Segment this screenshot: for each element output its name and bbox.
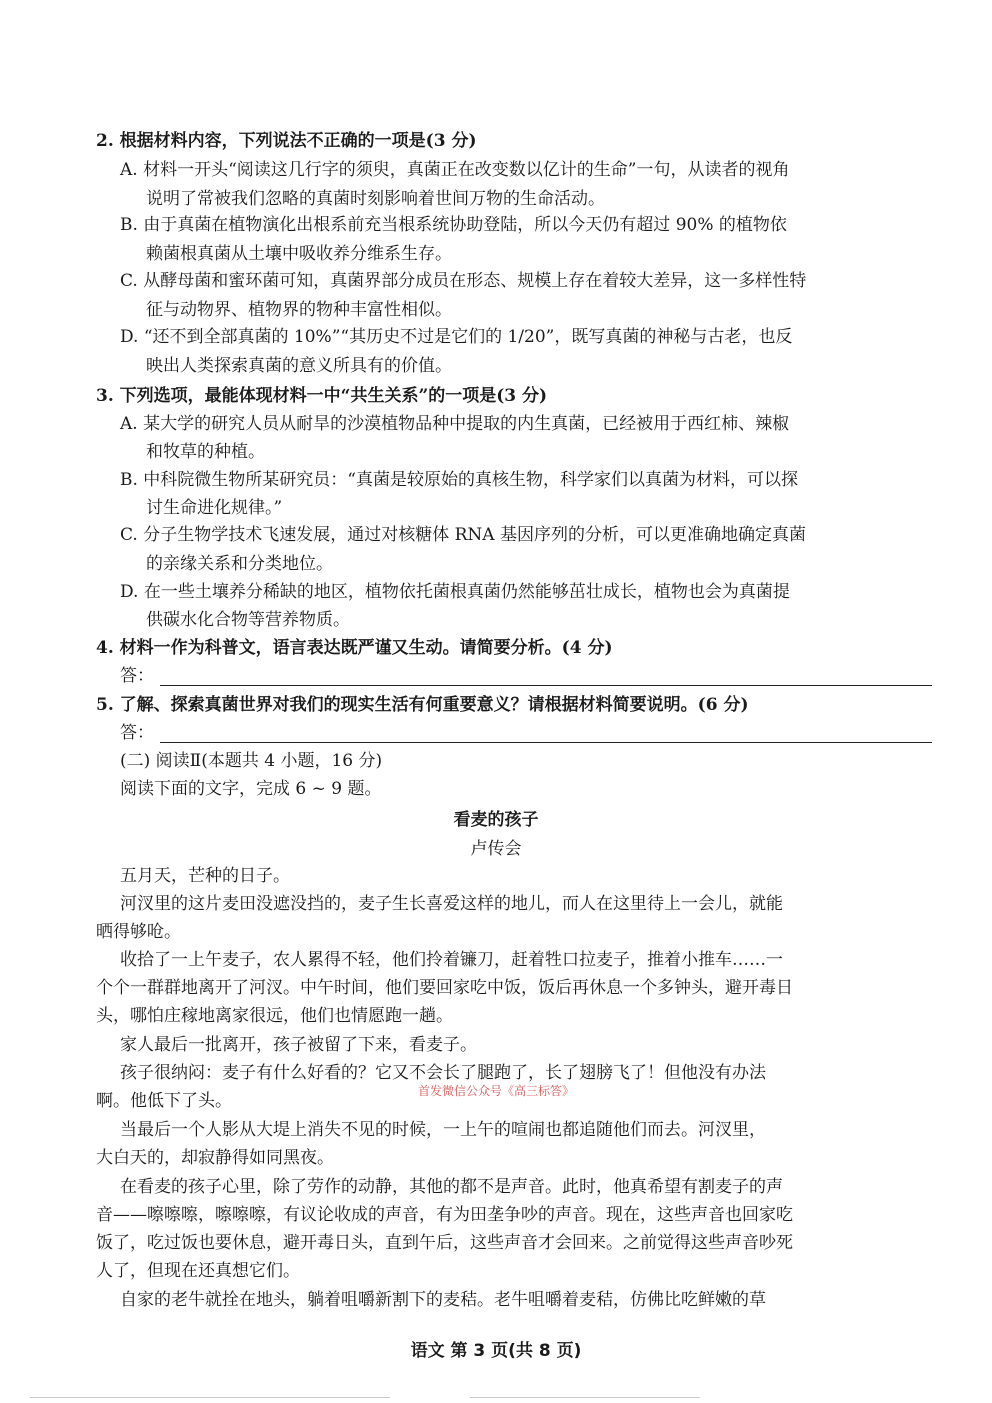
question-2-option-a: A. 材料一开头“阅读这几行字的须臾，真菌正在改变数以亿计的生命”一句，从读者的视角 — [120, 160, 790, 180]
article-paragraph-cont: 个个一群群地离开了河汊。中午时间，他们要回家吃中饭，饭后再休息一个多钟头，避开毒日 — [96, 978, 793, 998]
article-paragraph: 家人最后一批离开，孩子被留了下来，看麦子。 — [120, 1035, 477, 1055]
question-2-option-c-cont: 征与动物界、植物界的物种丰富性相似。 — [146, 300, 452, 320]
article-paragraph-cont: 晒得够呛。 — [96, 922, 181, 942]
question-2-option-d: D. “还不到全部真菌的 10%”“其历史不过是它们的 1/20”，既写真菌的神秘与古老，也反 — [120, 327, 793, 347]
article-paragraph: 当最后一个人影从大堤上消失不见的时候，一上午的喧闹也都追随他们而去。河汊里， — [120, 1120, 766, 1140]
article-paragraph-cont: 大白天的，却寂静得如同黑夜。 — [96, 1148, 334, 1168]
question-2-stem: 2. 根据材料内容，下列说法不正确的一项是(3 分) — [96, 131, 477, 151]
question-2-option-b: B. 由于真菌在植物演化出根系前充当根系统协助登陆，所以今天仍有超过 90% 的植物依 — [120, 215, 787, 235]
question-3-option-d: D. 在一些土壤养分稀缺的地区，植物依托菌根真菌仍然能够茁壮成长，植物也会为真菌提 — [120, 582, 790, 602]
article-paragraph-cont: 音——嚓嚓嚓，嚓嚓嚓，有议论收成的声音，有为田垄争吵的声音。现在，这些声音也回家吃 — [96, 1205, 793, 1225]
section-instruction: 阅读下面的文字，完成 6 ~ 9 题。 — [120, 779, 382, 799]
article-title: 看麦的孩子 — [453, 810, 539, 830]
article-paragraph: 河汊里的这片麦田没遮没挡的，麦子生长喜爱这样的地儿，而人在这里待上一会儿，就能 — [120, 894, 783, 914]
question-3-option-c-cont: 的亲缘关系和分类地位。 — [146, 554, 333, 574]
footer-divider-right — [470, 1397, 700, 1398]
watermark-text: 首发微信公众号《高三标答》 — [417, 1084, 574, 1098]
question-2-option-b-cont: 赖菌根真菌从土壤中吸收养分维系生存。 — [146, 244, 452, 264]
article-paragraph-cont: 饭了，吃过饭也要休息，避开毒日头，直到午后，这些声音才会回来。之前觉得这些声音吵死 — [96, 1233, 793, 1253]
page-footer: 语文 第 3 页(共 8 页) — [410, 1341, 582, 1361]
question-2-option-a-cont: 说明了常被我们忽略的真菌时刻影响着世间万物的生命活动。 — [146, 189, 605, 209]
question-2-option-d-cont: 映出人类探索真菌的意义所具有的价值。 — [146, 356, 452, 376]
question-3-option-c: C. 分子生物学技术飞速发展，通过对核糖体 RNA 基因序列的分析，可以更准确地确定真菌 — [120, 525, 806, 545]
question-3-option-d-cont: 供碳水化合物等营养物质。 — [146, 610, 350, 630]
article-paragraph: 在看麦的孩子心里，除了劳作的动静，其他的都不是声音。此时，他真希望有割麦子的声 — [120, 1177, 783, 1197]
article-paragraph-cont: 人了，但现在还真想它们。 — [96, 1261, 300, 1281]
question-4-answer-label: 答： — [120, 666, 154, 686]
article-paragraph: 孩子很纳闷：麦子有什么好看的？它又不会长了腿跑了，长了翅膀飞了！但他没有办法 — [120, 1063, 766, 1083]
question-4-stem: 4. 材料一作为科普文，语言表达既严谨又生动。请简要分析。(4 分) — [96, 638, 613, 658]
section-heading: (二) 阅读Ⅱ(本题共 4 小题，16 分) — [120, 751, 383, 771]
question-3-option-a-cont: 和牧草的种植。 — [146, 442, 265, 462]
footer-divider-left — [30, 1397, 390, 1398]
article-paragraph: 收拾了一上午麦子，农人累得不轻，他们拎着镰刀，赶着牲口拉麦子，推着小推车……一 — [120, 950, 783, 970]
question-3-option-b-cont: 讨生命进化规律。” — [146, 498, 283, 518]
question-3-option-b: B. 中科院微生物所某研究员：“真菌是较原始的真核生物，科学家们以真菌为材料，可以探 — [120, 470, 798, 490]
article-paragraph: 五月天，芒种的日子。 — [120, 866, 290, 886]
question-5-stem: 5. 了解、探索真菌世界对我们的现实生活有何重要意义？请根据材料简要说明。(6 分) — [96, 695, 749, 715]
article-paragraph-cont: 头，哪怕庄稼地离家很远，他们也情愿跑一趟。 — [96, 1006, 453, 1026]
article-author: 卢传会 — [470, 839, 522, 859]
question-4-answer-line[interactable] — [160, 685, 932, 686]
article-paragraph: 自家的老牛就拴在地头，躺着咀嚼新割下的麦秸。老牛咀嚼着麦秸，仿佛比吃鲜嫩的草 — [120, 1290, 766, 1310]
question-3-option-a: A. 某大学的研究人员从耐旱的沙漠植物品种中提取的内生真菌，已经被用于西红柿、辣椒 — [120, 414, 790, 434]
question-5-answer-line[interactable] — [160, 742, 932, 743]
question-5-answer-label: 答： — [120, 723, 154, 743]
article-paragraph-cont: 啊。他低下了头。 — [96, 1091, 232, 1111]
question-3-stem: 3. 下列选项，最能体现材料一中“共生关系”的一项是(3 分) — [96, 386, 548, 406]
question-2-option-c: C. 从酵母菌和蜜环菌可知，真菌界部分成员在形态、规模上存在着较大差异，这一多样性特 — [120, 271, 807, 291]
